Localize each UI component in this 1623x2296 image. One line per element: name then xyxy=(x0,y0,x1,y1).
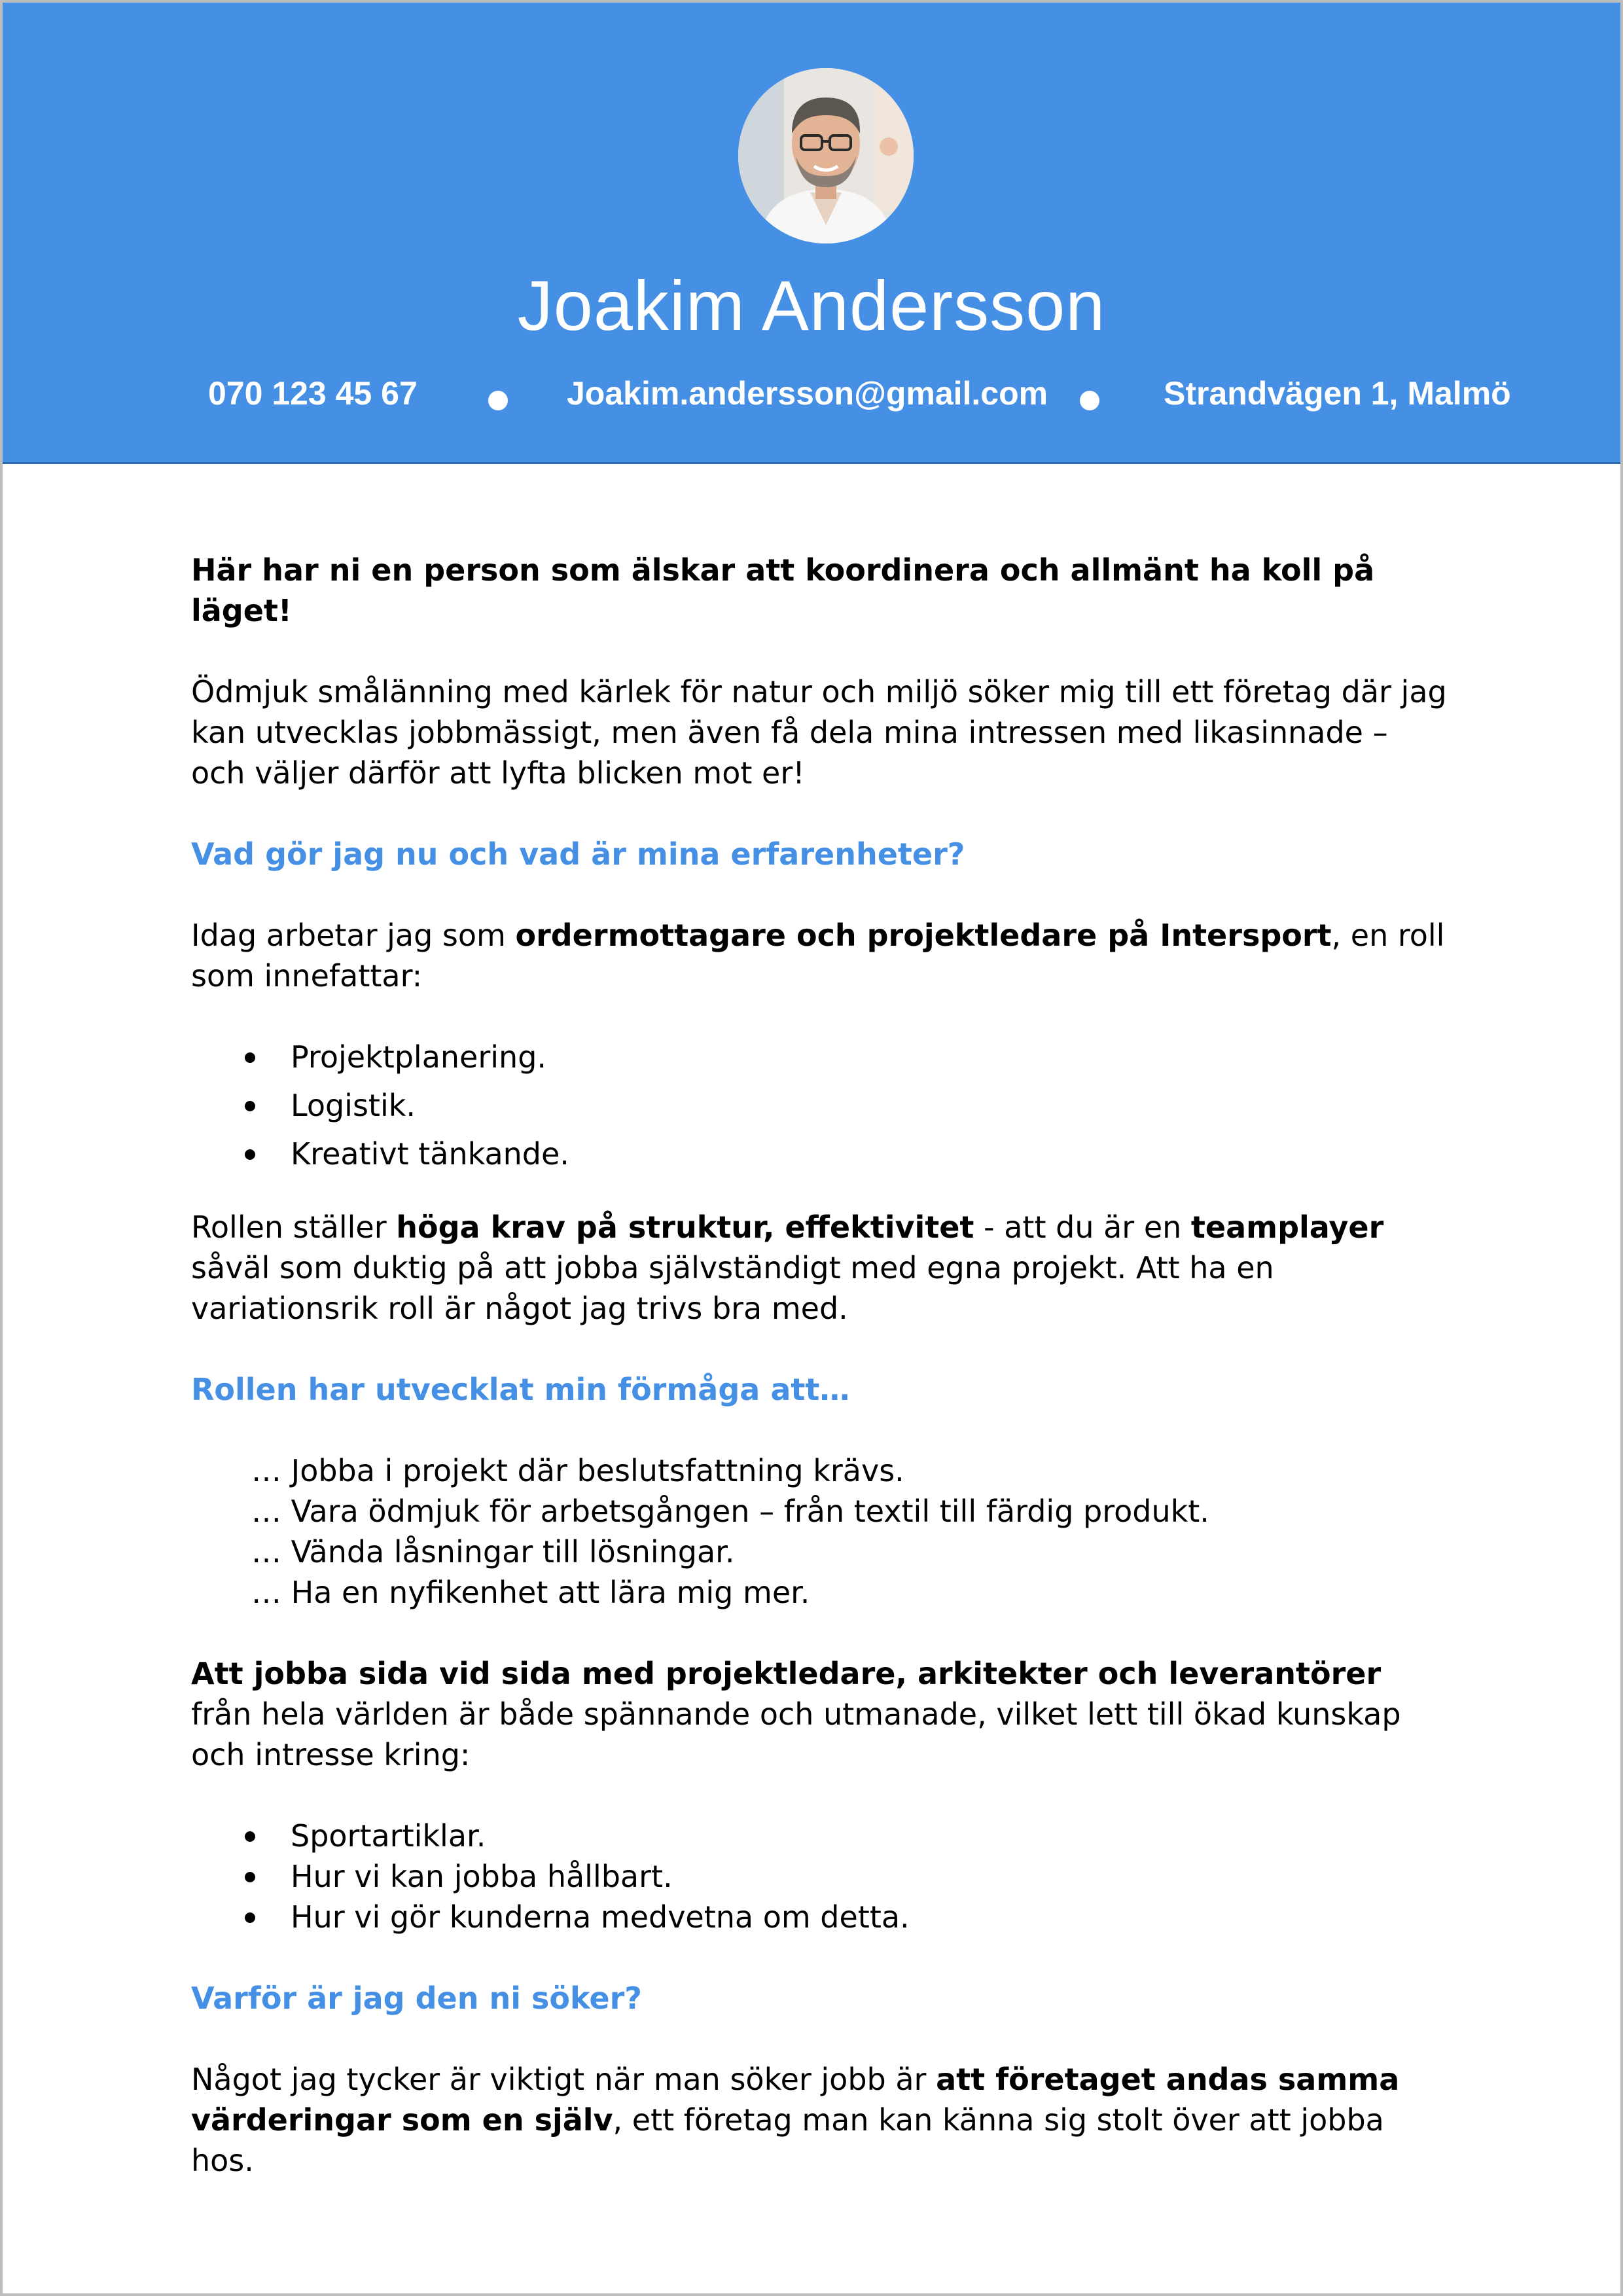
role-list xyxy=(191,1037,1448,1174)
separator-dot xyxy=(488,391,508,410)
list-item: Projektplanering. xyxy=(191,1037,1448,1077)
abilities-list xyxy=(191,1450,1448,1613)
role-paragraph: Rollen ställer höga krav på struktur, effektivitet - att du är en teamplayer såväl som duktig på att jobba självständigt med egna projekt. Att ha en variationsrik roll är något jag trivs bra med. xyxy=(191,1210,1384,1326)
separator-dot xyxy=(1080,391,1099,410)
intro-paragraph: Ödmjuk smålänning med kärlek för natur och miljö söker mig till ett företag där jag kan utvecklas jobbmässigt, men även få dela mina intressen med likasinnade – och väljer därför att lyfta blicken mot er! xyxy=(191,674,1447,791)
list-item: … Vända låsningar till lösningar. xyxy=(251,1534,735,1570)
intro-headline: Här har ni en person som älskar att koordinera och allmänt ha koll på läget! xyxy=(191,552,1375,628)
interest-list xyxy=(191,1816,1448,1937)
contact-email[interactable]: Joakim.andersson@gmail.com xyxy=(567,375,1048,412)
list-item: Hur vi kan jobba hållbart. xyxy=(191,1856,1448,1897)
person-name: Joakim Andersson xyxy=(517,266,1106,345)
section-heading-abilities: Rollen har utvecklat min förmåga att… xyxy=(191,1372,850,1407)
list-item: Kreativt tänkande. xyxy=(191,1134,1448,1174)
list-item: … Vara ödmjuk för arbetsgången – från textil till färdig produkt. xyxy=(251,1494,1209,1529)
contact-address: Strandvägen 1, Malmö xyxy=(1164,375,1511,412)
experience-paragraph: Idag arbetar jag som ordermottagare och projektledare på Intersport, en roll som innefattar: xyxy=(191,918,1445,994)
collaboration-paragraph: Att jobba sida vid sida med projektledare, arkitekter och leverantörer från hela världen är både spännande och utmanade, vilket lett till ökad kunskap och intresse kring: xyxy=(191,1656,1401,1772)
list-item: … Ha en nyfikenhet att lära mig mer. xyxy=(251,1575,810,1610)
list-item: Logistik. xyxy=(191,1085,1448,1126)
profile-photo xyxy=(738,68,914,243)
header-banner xyxy=(3,3,1620,464)
contact-phone: 070 123 45 67 xyxy=(208,375,418,412)
list-item: Sportartiklar. xyxy=(191,1816,1448,1856)
list-item: Hur vi gör kunderna medvetna om detta. xyxy=(191,1897,1448,1937)
section-heading-why-me: Varför är jag den ni söker? xyxy=(191,1981,642,2016)
why-me-paragraph: Något jag tycker är viktigt när man söker jobb är att företaget andas samma värderingar som en själv, ett företag man kan känna sig stolt över att jobba hos. xyxy=(191,2062,1400,2178)
section-heading-experience: Vad gör jag nu och vad är mina erfarenheter? xyxy=(191,836,965,872)
letter-body xyxy=(191,550,1448,2181)
list-item: … Jobba i projekt där beslutsfattning krävs. xyxy=(251,1453,904,1488)
